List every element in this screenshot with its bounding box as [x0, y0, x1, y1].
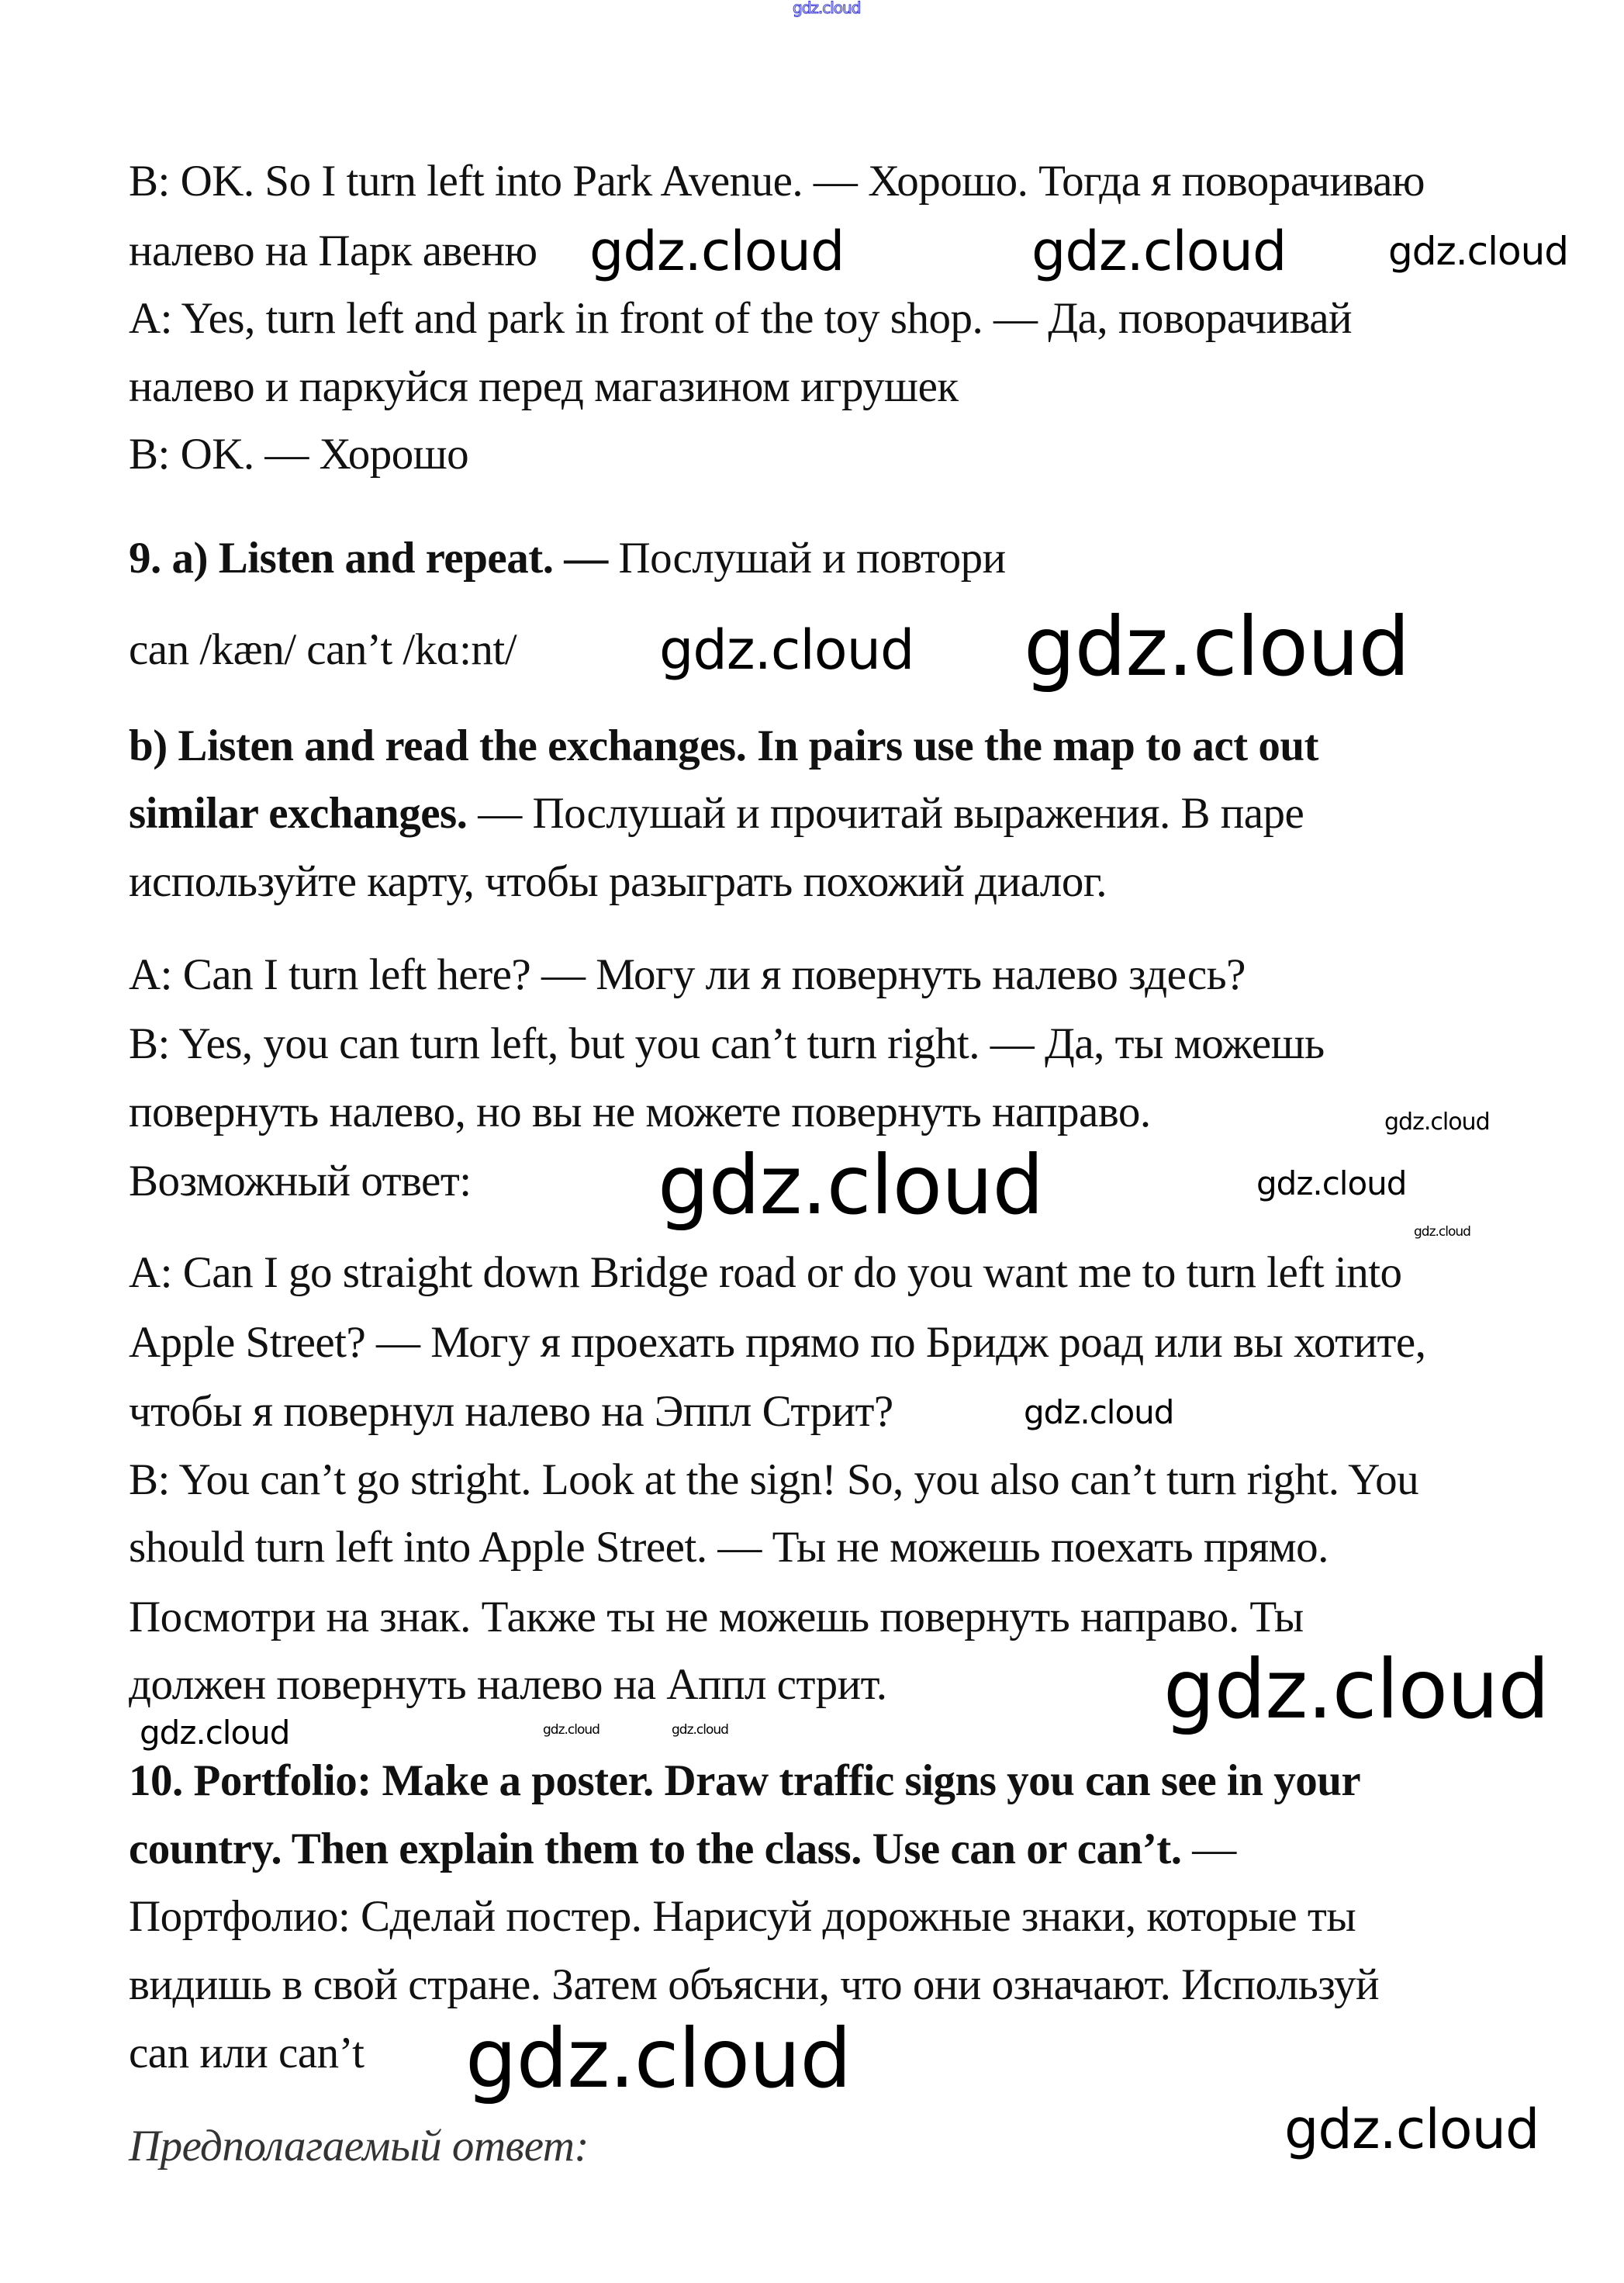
watermark: gdz.cloud [658, 1138, 1044, 1233]
watermark: gdz.cloud [1388, 229, 1569, 274]
watermark: gdz.cloud [140, 1714, 290, 1752]
watermark: gdz.cloud [1384, 1109, 1490, 1136]
bold-text: 9. a) Listen and repeat. — [129, 534, 608, 583]
text-line: B: You can’t go stright. Look at the sign! So, you also can’t turn right. You [129, 1455, 1419, 1504]
watermark: gdz.cloud [589, 220, 845, 283]
text-line: can /kæn/ can’t /kɑ:nt/ [129, 625, 517, 674]
watermark: gdz.cloud [1163, 1642, 1550, 1737]
text: — [1181, 1825, 1236, 1873]
text-line: should turn left into Apple Street. — Ты не можешь поехать прямо. [129, 1523, 1329, 1572]
text-line: B: Yes, you can turn left, but you can’t turn right. — Да, ты можешь [129, 1019, 1325, 1068]
bold-text: country. Then explain them to the class. Use can or can’t. [129, 1825, 1182, 1873]
text-line: can или can’t [129, 2029, 365, 2077]
text-line: Портфолио: Сделай постер. Нарисуй дорожные знаки, которые ты [129, 1892, 1356, 1941]
text-line: Возможный ответ: [129, 1157, 472, 1205]
watermark: gdz.cloud [465, 2011, 852, 2106]
text-line: налево на Парк авеню [129, 227, 537, 275]
text-line: B: OK. — Хорошо [129, 430, 469, 479]
text-line: A: Can I turn left here? — Могу ли я повернуть налево здесь? [129, 950, 1246, 999]
answer-label: Предполагаемый ответ: [129, 2122, 589, 2171]
text-line: Apple Street? — Могу я проехать прямо по Бридж роад или вы хотите, [129, 1318, 1426, 1367]
watermark: gdz.cloud [659, 618, 914, 682]
text-line: повернуть налево, но вы не можете повернуть направо. [129, 1088, 1151, 1136]
watermark: gdz.cloud [543, 1722, 599, 1738]
text-line [129, 787, 1304, 841]
text-line: Посмотри на знак. Также ты не можешь повернуть направо. Ты [129, 1593, 1304, 1641]
watermark: gdz.cloud [1024, 600, 1410, 694]
watermark: gdz.cloud [1256, 1164, 1407, 1202]
watermark: gdz.cloud [1024, 1393, 1174, 1431]
exercise-9a-heading [129, 531, 1006, 586]
text-line: чтобы я повернул налево на Эппл Стрит? [129, 1387, 893, 1436]
watermark: gdz.cloud [1031, 220, 1287, 283]
watermark: gdz.cloud [1284, 2098, 1539, 2161]
text-line: A: Yes, turn left and park in front of the toy shop. — Да, поворачивай [129, 294, 1353, 343]
watermark: gdz.cloud [1414, 1224, 1470, 1240]
text: — Послушай и прочитай выражения. В паре [467, 789, 1304, 838]
text-line [129, 1822, 1236, 1877]
watermark-top: gdz.cloud [793, 0, 861, 17]
text-line: видишь в свой стране. Затем объясни, что они означают. Используй [129, 1960, 1380, 2009]
text-line: должен повернуть налево на Аппл стрит. [129, 1660, 887, 1709]
exercise-9b-heading: b) Listen and read the exchanges. In pairs use the map to act out [129, 721, 1319, 770]
text-line: A: Can I go straight down Bridge road or do you want me to turn left into [129, 1248, 1402, 1297]
text-line: используйте карту, чтобы разыграть похожий диалог. [129, 857, 1107, 906]
exercise-10-heading: 10. Portfolio: Make a poster. Draw traffic signs you can see in your [129, 1756, 1361, 1805]
text-line: B: OK. So I turn left into Park Avenue. — Хорошо. Тогда я поворачиваю [129, 157, 1425, 206]
text-line: налево и паркуйся перед магазином игрушек [129, 362, 959, 411]
bold-text: similar exchanges. [129, 789, 468, 838]
text: Послушай и повтори [607, 534, 1006, 583]
watermark: gdz.cloud [672, 1722, 728, 1738]
